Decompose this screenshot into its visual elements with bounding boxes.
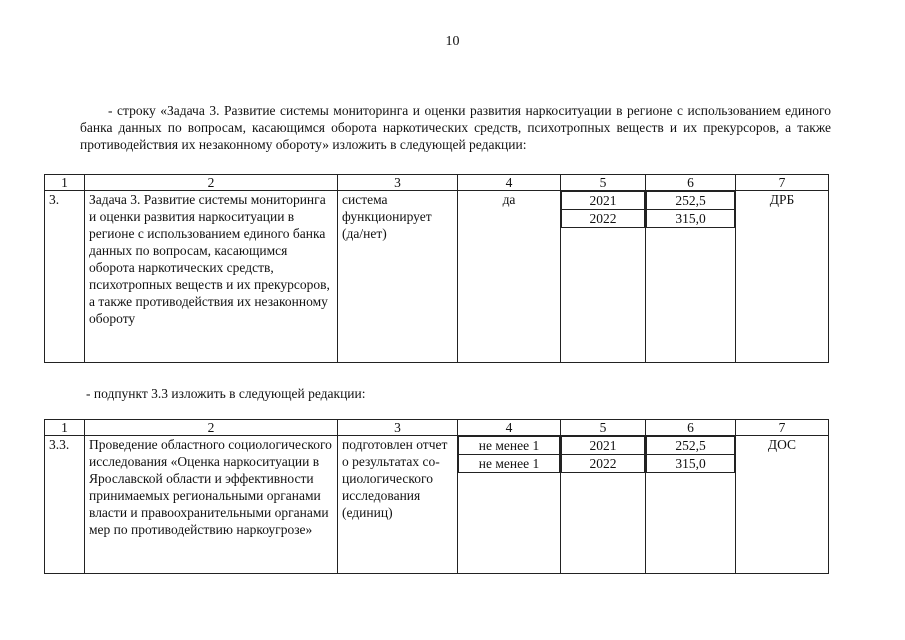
header-col-3: 3 [338,175,458,191]
header-col-1: 1 [45,175,85,191]
header-col-4: 4 [458,420,561,436]
executor: ДОС [736,436,829,574]
executor: ДРБ [736,191,829,363]
year-2021: 2021 [562,437,645,455]
amount-2022: 315,0 [647,455,735,473]
header-col-5: 5 [561,420,646,436]
header-col-6: 6 [646,175,736,191]
table-row [45,436,829,574]
table-header-row [45,175,829,191]
table-header-row [45,420,829,436]
indicator-value: да [458,191,561,363]
table-zadacha-3 [44,174,829,363]
header-col-2: 2 [85,175,338,191]
page-number: 10 [445,34,460,49]
header-col-5: 5 [561,175,646,191]
row-number: 3. [45,191,85,363]
year-2022: 2022 [562,210,645,228]
paragraph-zadacha-3: - строку «Задача 3. Развитие системы мониторинга и оценки развития наркоситуации в регионе с использованием единого банка данных по вопросам, касающимся оборота наркотических средств, психотропных веществ и их прекурсоров, а также противодействия их незаконному обороту» изложить в следующей редакции: [80,103,831,152]
years-cell [561,436,646,574]
year-2021: 2021 [562,192,645,210]
row-number: 3.3. [45,436,85,574]
header-col-4: 4 [458,175,561,191]
amount-2022: 315,0 [647,210,735,228]
header-col-1: 1 [45,420,85,436]
paragraph-subpoint-3-3: - подпункт 3.3 изложить в следующей редакции: [86,386,366,401]
amounts-cell [646,191,736,363]
table-subpoint-3-3 [44,419,829,574]
amount-2021: 252,5 [647,192,735,210]
years-cell [561,191,646,363]
header-col-2: 2 [85,420,338,436]
year-2022: 2022 [562,455,645,473]
header-col-7: 7 [736,420,829,436]
value-2022: не менее 1 [459,455,560,473]
indicator-name: подготовлен отчет о результатах со-циологического исследования (единиц) [338,436,458,574]
table-row [45,191,829,363]
amount-2021: 252,5 [647,437,735,455]
header-col-3: 3 [338,420,458,436]
header-col-7: 7 [736,175,829,191]
header-col-6: 6 [646,420,736,436]
task-name: Задача 3. Развитие системы мониторинга и оценки развития наркоситуации в регионе с использованием единого банка данных по вопросам, касающимся оборота наркотических средств, психотропных веществ и их прекурсоров, а также противодействия их незаконному обороту [85,191,338,363]
indicator-name: система функционирует (да/нет) [338,191,458,363]
values-cell [458,436,561,574]
amounts-cell [646,436,736,574]
value-2021: не менее 1 [459,437,560,455]
measure-name: Проведение областного социологического исследования «Оценка наркоситуации в Ярославской области и эффективности принимаемых региональными органами власти и правоохранительными органами мер по противодействию наркоугрозе» [85,436,338,574]
